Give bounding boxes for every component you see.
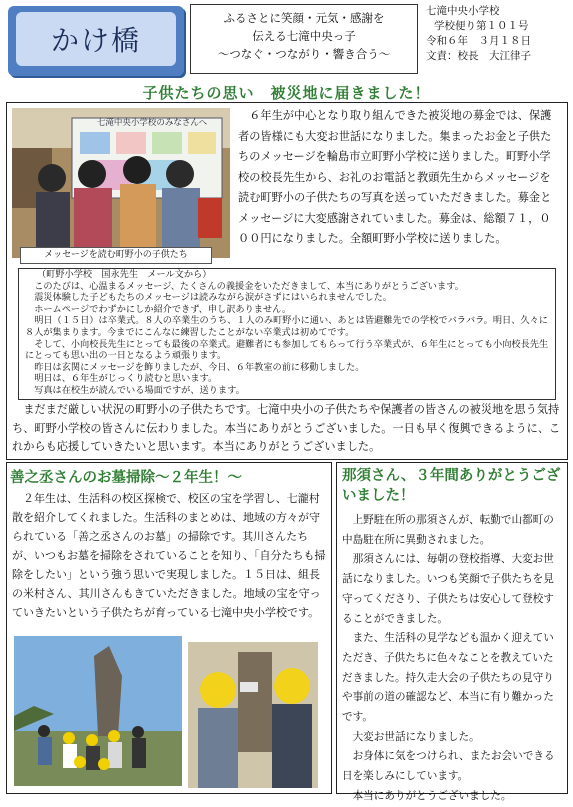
section-title: 善之丞さんのお墓掃除～２年生！～ <box>10 470 242 486</box>
paragraph: また、生活科の見学なども温かく迎えていただき、子供たちに色々なことを教えていただきました。持久走大会の子供たちの見守りや事前の道の確認など、本当に有り難かったです。 <box>342 632 554 724</box>
author: 文責：校長 大江律子 <box>426 50 531 62</box>
article-body: ６年生が中心となり取り組んできた被災地の募金では、保護者の皆様にも大変お世話になりました。集まったお金と子供たちのメッセージを輪島市立町野小学校に送りました。町野小学校の校長先生から、お礼のお電話と教頭先生からメッセージを読む町野小の子供たちの写真を送っていただきました。募金とメッセージに大変感謝されていました。募金は、総額７１，０００円になりました。全額町野小学校に送りました。 <box>238 109 552 245</box>
paragraph: 大変お世話になりました。 <box>352 730 480 743</box>
letter-line: （町野小学校 国永先生 メール文から） <box>37 269 212 280</box>
paragraph: お身体に気をつけられ、またお会いできる日を楽しみにしています。 <box>342 750 555 783</box>
issue-number: 学校便り第１０１号 <box>434 20 529 32</box>
quoted-letter <box>18 268 556 400</box>
newsletter-title: かけ橋 <box>16 12 176 66</box>
newsletter-logo <box>8 6 184 76</box>
letter-line: このたびは、心温まるメッセージ、たくさんの義援金をいただきまして、本当にありがとうございます。 <box>34 280 464 292</box>
motto-line: ～つなぐ・つながり・響き合う～ <box>217 47 391 61</box>
paragraph: 本当にありがとうございました。 <box>352 789 512 802</box>
photo-illustration <box>12 108 230 258</box>
motto-line: ふるさとに笑顔・元気・感謝を <box>223 11 385 25</box>
letter-line: ホームページでわずかにしか紹介できず、申し訳ありません。 <box>34 303 292 315</box>
photo-caption: メッセージを読む町野小の子供たち <box>20 247 212 264</box>
paragraph: 那須さんには、毎朝の登校指導、大変お世話になりました。いつも笑顔で子供たちを見守ってくださり、子供たちは安心して登校することができました。 <box>342 553 554 625</box>
grave-cleaning-group-photo <box>14 636 182 786</box>
section-title: 那須さん、３年間ありがとうございました！ <box>342 468 561 504</box>
school-motto <box>190 4 418 74</box>
section-title: 子供たちの思い 被災地に届きました！ <box>142 84 431 102</box>
article-body: ２年生は、生活科の校区探検で、校区の宝を学習し、七瀧村散を紹介してくれました。生活科のまとめは、地域の方々が守られている「善之丞さんのお墓」の掃除です。其川さんたちが、いつもお墓を掃除をされていることを知り、「自分たちも掃除をしたい」という強う思いで実現しました。１５日は、組長の米村さん、其川さんもきていただきました。地域の宝を守っていきたいという子供たちが育っている七滝中央小学校です。 <box>12 492 326 619</box>
motto-line: 伝える七滝中央っ子 <box>252 29 356 43</box>
paragraph: 上野駐在所の那須さんが、転勤で山都町の中島駐在所に異動されました。 <box>342 514 554 546</box>
article-closing: まだまだ厳しい状況の町野小の子供たちです。七滝中央小の子供たちや保護者の皆さんの被災地を思う気持ち、町野小学校の皆さんに伝わりました。本当にありがとうございました。一日も早く復興できるように、これからも応援していきたいと思います。本当にありがとうございました。 <box>12 403 561 453</box>
letter-line: 写真は在校生が読んでいる場面ですが、送ります。 <box>34 384 245 396</box>
article-body <box>342 511 562 807</box>
issue-info <box>426 4 566 64</box>
photo-illustration <box>188 642 318 788</box>
students-cleaning-photo <box>188 642 318 788</box>
letter-line: 昨日は玄関にメッセージを飾りましたが、今日、６年教室の前に移動しました。 <box>34 361 365 373</box>
school-name: 七滝中央小学校 <box>426 5 500 17</box>
photo-banner-text: 七滝中央小学校のみなさんへ <box>96 118 208 128</box>
letter-line: 明日（１５日）は卒業式。８人の卒業生のうち、１人のみ町野小に通い、あとは皆避難先での学校でバラバラ。明日、久々に８人が集まります。今までにこんなに練習したことがない卒業式は初めてです。 <box>25 315 548 338</box>
issue-date: 令和６年 ３月１８日 <box>426 35 531 47</box>
letter-line: 明日は、６年生がじっくり読むと思います。 <box>34 373 218 385</box>
letter-line: 震災体験した子どもたちのメッセージは読みながら涙がさずにはいられませんでした。 <box>34 292 392 304</box>
photo-illustration <box>14 636 182 786</box>
letter-line: そして、小向校長先生にとっても最後の卒業式。避難者にも参加してもらって行う卒業式が、６年生にとっても小向校長先生にとっても思い出の一日となるよう頑張ります。 <box>25 338 549 362</box>
students-reading-photo <box>12 108 230 258</box>
